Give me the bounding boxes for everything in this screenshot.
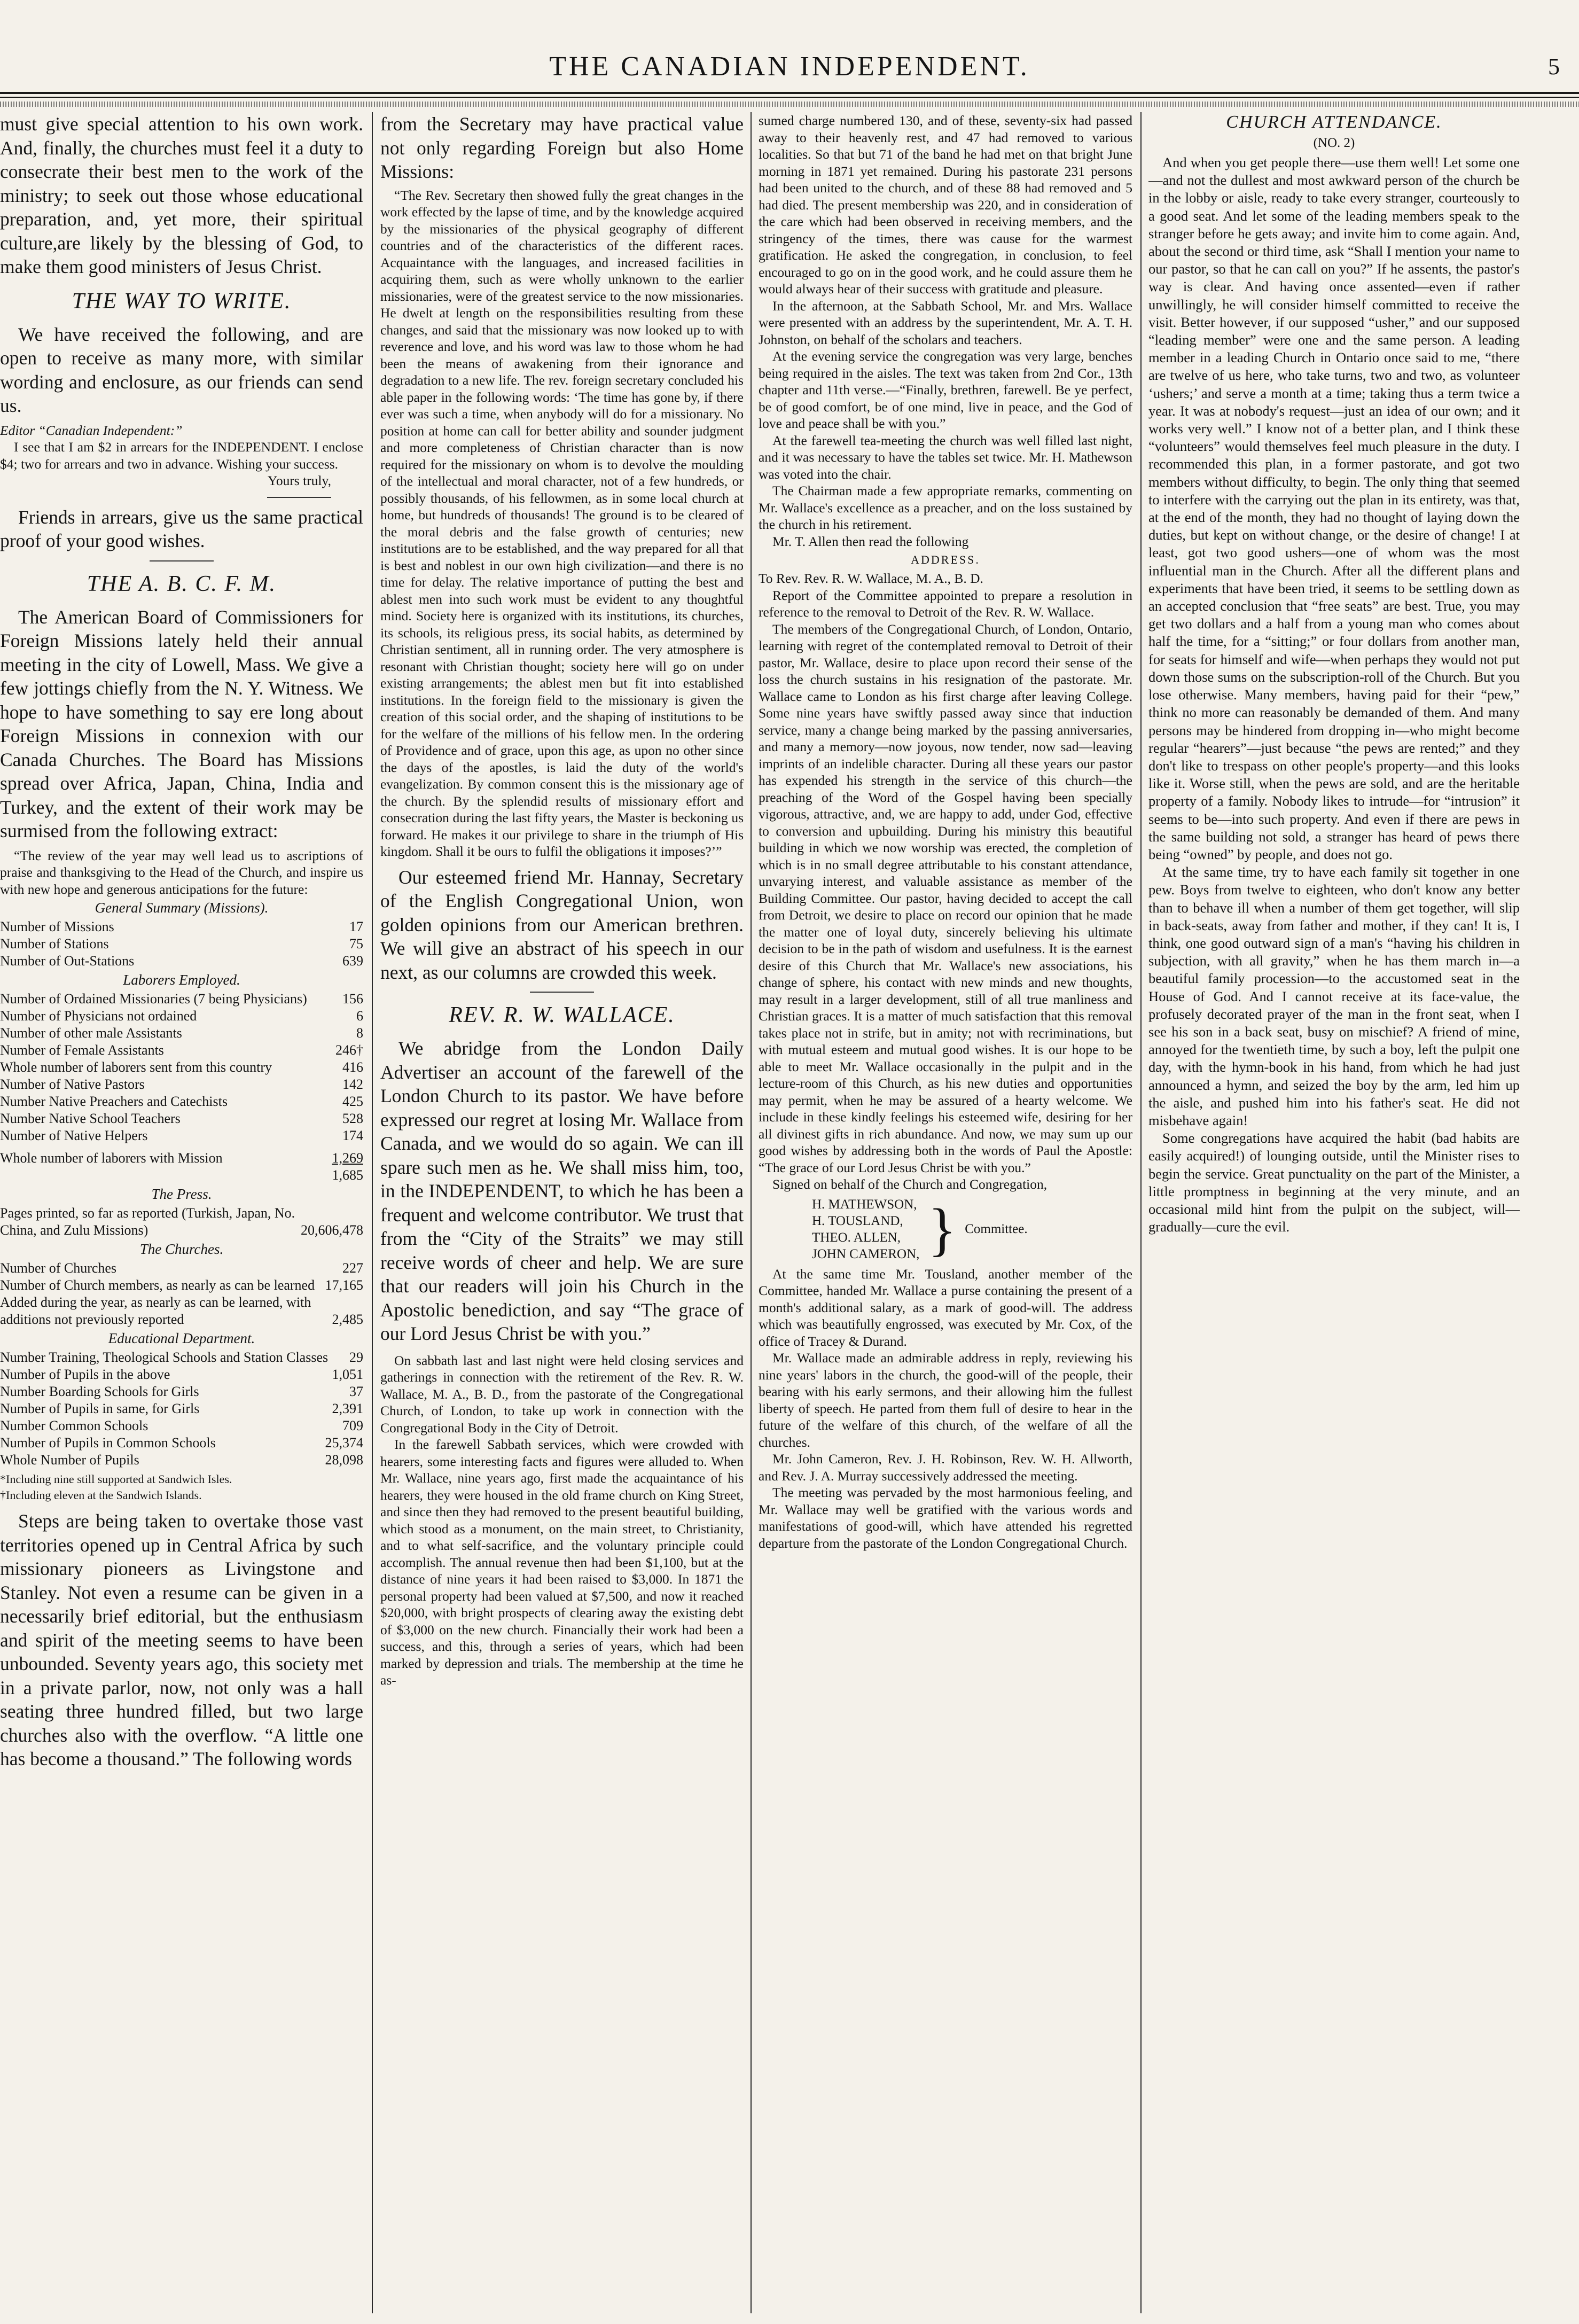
signer-name: THEO. ALLEN, bbox=[812, 1230, 901, 1245]
row-value: 709 bbox=[342, 1418, 363, 1433]
page-number: 5 bbox=[1548, 53, 1560, 80]
stats-table bbox=[0, 918, 363, 970]
article-text: Mr. Wallace made an admirable address in reply, reviewing his nine years' labors in the church, the good-will of the people, their bearing with his early sermons, and their allowing him the fullest liberty of speech. He parted from them full of desire to hear in the future of the welfare of this church, of the welfare of all the churches. bbox=[759, 1350, 1132, 1450]
article-text: At the same time Mr. Tousland, another member of the Committee, handed Mr. Wallace a purse containing the present of a month's additional salary, as a mark of good-will. The address which was beautifully engrossed, was executed by Mr. Cox, of the office of Tracey & Durand. bbox=[759, 1266, 1132, 1349]
stats-table bbox=[0, 991, 363, 1184]
newspaper-title: THE CANADIAN INDEPENDENT. bbox=[549, 51, 1030, 82]
article-text: Signed on behalf of the Church and Congregation, bbox=[772, 1176, 1048, 1192]
row-label: Number of Pupils in the above bbox=[0, 1367, 170, 1382]
article-text: On sabbath last and last night were held closing services and gatherings in connection with the retirement of the Rev. R. W. Wallace, M. A., B. D., from the pastorate of the Congregational Church, of London, to take up work in connection with the Congregational Body in the City of Detroit. bbox=[380, 1352, 744, 1436]
table-row bbox=[0, 953, 363, 970]
article-text: Mr. John Cameron, Rev. J. H. Robinson, Rev. W. H. Allworth, and Rev. J. A. Murray successively addressed the meeting. bbox=[759, 1451, 1132, 1484]
address-heading: ADDRESS. bbox=[911, 553, 980, 566]
table-row bbox=[0, 1260, 363, 1277]
row-value: 156 bbox=[342, 991, 363, 1007]
brace-glyph: } bbox=[928, 1196, 957, 1262]
row-label: Number of Out-Stations bbox=[0, 953, 135, 969]
row-label: Number of Churches bbox=[0, 1260, 117, 1276]
article-text: Steps are being taken to overtake those vast territories opened up in Central Africa by such missionary pioneers as Livingstone and Stanley. Not even a resume can be given in a necessarily brief editorial, but the enthusiasm and spirit of the meeting seems to have been unbounded. Seventy years ago, this society met in a private parlor, now, not only was a hall seating three hundred filled, but two large churches also with the overflow. “A little one has become a thousand.” The following words bbox=[0, 1510, 363, 1769]
masthead-rule-hatched bbox=[0, 102, 1579, 107]
quote-text: “The review of the year may well lead us to ascriptions of praise and thanksgiving to the Head of the Church, and inspire us with new hope and generous anticipations for the future: bbox=[0, 847, 363, 897]
article-text: The meeting was pervaded by the most harmonious feeling, and Mr. Wallace may well be gratified with the various words and manifestations of good-will, which have attended his regretted departure from the pastorate of the London Congregational Church. bbox=[759, 1485, 1132, 1551]
table-row bbox=[0, 1127, 363, 1144]
article-text: Friends in arrears, give us the same practical proof of your good wishes. bbox=[0, 506, 363, 551]
row-label: Number of Missions bbox=[0, 919, 114, 934]
row-value: 37 bbox=[349, 1384, 363, 1399]
row-value: 75 bbox=[349, 936, 363, 952]
footnote: *Including nine still supported at Sandwich Isles. bbox=[0, 1472, 232, 1486]
row-label: Number of Native Helpers bbox=[0, 1128, 148, 1143]
table-row bbox=[0, 1294, 363, 1328]
article-text: Mr. T. Allen then read the following bbox=[772, 533, 969, 549]
article-text: At the same time, try to have each family sit together in one pew. Boys from twelve to eighteen, who don't know any better than to behave ill when a number of them get together, will slip in back-seats, away from father and mother, if they can! It is, I think, one good outward sign of a man's “having his children in subjection, with all gravity,” when he has them march in—a beautiful family procession—to the accustomed seat in the House of God. And I cannot receive at its face-value, the profusely decorated prayer of the man in the front seat, when I see his son in a back seat, busy on mischief? A friend of mine, annoyed for the twentieth time, by such a boy, left the pulpit one day, with the hymn-book in his hand, from which he had just announced a hymn, and seized the boy by the arm, led him up the aisle, and pushed him into his father's seat. He did not misbehave again! bbox=[1148, 864, 1520, 1128]
article-text: We abridge from the London Daily Advertiser an account of the farewell of the London Church to its pastor. We have before expressed our regret at losing Mr. Wallace from Canada, and we would do so again. We can ill spare such men as he. We shall miss him, too, in the INDEPENDENT, to which he has been a frequent and welcome contributor. We trust that from the “City of the Straits” we may still receive words of cheer and help. We are sure that our readers will join his Church in the Apostolic benediction, and say “The grace of our Lord Jesus Christ be with you.” bbox=[380, 1038, 744, 1344]
table-row bbox=[0, 1277, 363, 1294]
table-row bbox=[0, 1008, 363, 1025]
article-text: At the evening service the congregation was very large, benches being required in the aisles. The text was taken from 2nd Cor., 13th chapter and 11th verse.—“Finally, brethren, farewell. Be ye perfect, be of good comfort, be of one mind, live in peace, and the God of love and peace shall be with you.” bbox=[759, 348, 1132, 431]
table-row bbox=[0, 1417, 363, 1434]
article-text: Our esteemed friend Mr. Hannay, Secretary of the English Congregational Union, won golden opinions from our American brethren. We will give an abstract of his speech in our next, as our columns are crowded this week. bbox=[380, 866, 744, 983]
row-value: 28,098 bbox=[325, 1452, 363, 1468]
row-value: 142 bbox=[342, 1077, 363, 1092]
section-heading: THE WAY TO WRITE. bbox=[72, 288, 292, 314]
letter-salutation: Editor “Canadian Independent:” bbox=[0, 422, 183, 438]
section-heading: REV. R. W. WALLACE. bbox=[449, 1003, 675, 1027]
article-text: The American Board of Commissioners for Foreign Missions lately held their annual meeting in the city of Lowell, Mass. We give a few jottings chiefly from the N. Y. Witness. We hope to have something to say ere long about Foreign Missions in connexion with our Canada Churches. The Board has Missions spread over Africa, Japan, China, India and Turkey, and the extent of their work may be surmised from the following extract: bbox=[0, 606, 363, 841]
row-value: 1,051 bbox=[332, 1367, 363, 1382]
article-text: from the Secretary may have practical value not only regarding Foreign but also Home Missions: bbox=[380, 113, 744, 182]
article-text: must give special attention to his own work. And, finally, the churches must feel it a duty to consecrate their best men to the work of the ministry; to seek out those whose educational preparation, and, yet more, their spiritual culture,are likely by the blessing of God, to make them good ministers of Jesus Christ. bbox=[0, 113, 363, 277]
row-label: Number Native School Teachers bbox=[0, 1111, 181, 1126]
table-row bbox=[0, 1059, 363, 1076]
row-value: 8 bbox=[356, 1025, 363, 1041]
table-row bbox=[0, 1434, 363, 1452]
row-label: Number of Pupils in same, for Girls bbox=[0, 1401, 200, 1416]
stats-table bbox=[0, 1349, 363, 1469]
section-heading: THE A. B. C. F. M. bbox=[87, 571, 277, 596]
article-text: At the farewell tea-meeting the church was well filled last night, and it was necessary to have the tables set twice. Mr. H. Mathewson was voted into the chair. bbox=[759, 432, 1132, 482]
table-caption: General Summary (Missions). bbox=[95, 900, 269, 916]
table-caption: The Press. bbox=[151, 1186, 212, 1202]
stats-table bbox=[0, 1260, 363, 1328]
divider bbox=[267, 497, 331, 498]
signer-name: H. MATHEWSON, bbox=[812, 1197, 917, 1212]
article-text: sumed charge numbered 130, and of these, seventy-six had passed away to their heavenly rest, and 47 had removed to various localities. So that but 71 of the band he had met on that bright June morning in 1871 yet remained. During his pastorate 231 persons had been united to the church, and of these 88 had removed and 5 had died. The present membership was 220, and in consideration of the care which had been observed in receiving members, and the stringency of the times, there was cause for the warmest gratification. He asked the congregation, in conclusion, to feel encouraged to go on in the good work, and he could assure them he would always hear of their success with gratitude and pleasure. bbox=[759, 113, 1132, 297]
column-divider bbox=[751, 112, 752, 2313]
row-label: Number Native Preachers and Catechists bbox=[0, 1094, 228, 1109]
row-value: 1,269 bbox=[332, 1150, 363, 1166]
article-text: In the farewell Sabbath services, which were crowded with hearers, some interesting facts and figures were alluded to. When Mr. Wallace, nine years ago, first made the acquaintance of his hearers, they were housed in the old frame church on King Street, and since then they had removed to the present beautiful building, which stood as a monument, on the main street, to Christianity, and to what self-sacrifice, and the voluntary principle could accomplish. The annual revenue then had been $1,100, but at the distance of nine years it had been raised to $3,000. In 1871 the personal property had been valued at $7,500, and now it reached $20,000, with bright prospects of clearing away the existing debt of $3,000 on the new church. Financially their work had been a success, and this, through a series of years, which had been marked by depression and trials. The membership at the time he as- bbox=[380, 1437, 744, 1688]
divider bbox=[530, 992, 594, 993]
column-4 bbox=[1148, 112, 1520, 2319]
table-caption: Laborers Employed. bbox=[123, 972, 240, 988]
table-row bbox=[0, 1150, 363, 1167]
committee-label: Committee. bbox=[965, 1222, 1028, 1236]
row-value: 416 bbox=[342, 1059, 363, 1075]
article-text: Some congregations have acquired the habit (bad habits are easily acquired!) of lounging outside, until the Minister rises to begin the service. Great punctuality on the part of the Minister, a little promptness in beginning at the very minute, and an occasional mild hint from the pulpit on the subject, will—gradually—cure the evil. bbox=[1148, 1130, 1520, 1235]
signer-name: JOHN CAMERON, bbox=[812, 1246, 920, 1261]
row-label: Number of Native Pastors bbox=[0, 1077, 145, 1092]
row-value: 17 bbox=[349, 919, 363, 934]
table-row bbox=[0, 935, 363, 953]
row-total: 1,685 bbox=[332, 1167, 363, 1183]
row-label: Number of Female Assistants bbox=[0, 1042, 164, 1058]
stats-table bbox=[0, 1205, 363, 1239]
row-label: Number of Church members, as nearly as can be learned bbox=[0, 1277, 315, 1293]
section-subheading: (NO. 2) bbox=[1313, 136, 1355, 150]
row-label: Number of Physicians not ordained bbox=[0, 1008, 197, 1024]
row-label: Number Common Schools bbox=[0, 1418, 148, 1433]
article-text: Report of the Committee appointed to prepare a resolution in reference to the removal to Detroit of the Rev. R. W. Wallace. bbox=[759, 587, 1132, 620]
row-label: Number of Stations bbox=[0, 936, 109, 952]
quote-text: “The Rev. Secretary then showed fully the great changes in the work effected by the lapse of time, and by the knowledge acquired by the missionaries of the physical geography of different countries and of the characteristics of the different races. Acquaintance with the languages, and increased facilities in acquiring them, such as were wholly unknown to the earlier missionaries, were of the greatest service to the now missionaries. He dwelt at length on the responsibilities resulting from these changes, and said that the missionary was now looked up to with reverence and love, and his word was law to those whom he had been the means of awakening from their ignorance and degradation to a new life. The rev. foreign secretary concluded his able paper in the following words: ‘The time has gone by, if there ever was such a time, when anybody will do for a missionary. No position at home can call for better ability and sounder judgment and more completeness of Christian character than is now required for the missionary on whom is to devolve the moulding of the intellectual and moral character, not of a few hundreds, or possibly thousands, of his fellowmen, as in some local church at home, but hundreds of thousands! The ground is to be cleared of the moral debris and the false growth of centuries; new institutions are to be established, and the way prepared for all that is best and noblest in our own high civilization—and there is no time for delay. The relative importance of putting the best and ablest men into such work must be evident to any thoughtful mind. Society here is organized with its institutions, its churches, its schools, its religious press, its social habits, as determined by Christian sentiment, all in running order. The very atmosphere is resonant with Christian thought; society here will go on under existing arrangements; the ablest men but fit into established institutions. In the foreign field to the missionary is given the creation of this social order, and the shaping of institutions to be for the welfare of the millions of his fellow men. In the ordering of Providence and of grace, upon this age, as upon no other since the days of the apostles, is laid the duty of the world's evangelization. By common consent this is the missionary age of the church. By the splendid results of missionary effort and consecration during the last fifty years, the Master is beckoning us forward. He makes it our privilege to share in the triumph of His kingdom. Shall it be ours to fulfil the obligations it imposes?’” bbox=[380, 187, 744, 859]
row-label: Whole number of laborers with Mission bbox=[0, 1150, 223, 1166]
column-1 bbox=[0, 112, 363, 2319]
table-row bbox=[0, 1093, 363, 1110]
row-label: Number Boarding Schools for Girls bbox=[0, 1384, 199, 1399]
row-value: 246† bbox=[335, 1042, 363, 1058]
article-text: The Chairman made a few appropriate remarks, commenting on Mr. Wallace's excellence as a preacher, and on the loss sustained by the church in his retirement. bbox=[759, 483, 1132, 532]
column-divider bbox=[1140, 112, 1142, 2313]
column-2 bbox=[380, 112, 744, 2319]
article-text: In the afternoon, at the Sabbath School, Mr. and Mrs. Wallace were presented with an address by the superintendent, Mr. A. T. H. Johnston, on behalf of the scholars and teachers. bbox=[759, 298, 1132, 347]
table-caption: Educational Department. bbox=[108, 1330, 255, 1346]
row-value: 639 bbox=[342, 953, 363, 969]
row-value: 174 bbox=[342, 1128, 363, 1143]
table-row bbox=[0, 1025, 363, 1042]
row-value: 2,391 bbox=[332, 1401, 363, 1416]
table-row bbox=[0, 1042, 363, 1059]
section-heading: CHURCH ATTENDANCE. bbox=[1226, 112, 1442, 132]
article-text: The members of the Congregational Church, of London, Ontario, learning with regret of the contemplated removal to Detroit of their pastor, Mr. Wallace, desire to place upon record their sense of the loss the church sustains in his resignation of the pastorate. Mr. Wallace came to London as his first charge after leaving College. Some nine years have swiftly passed away since that induction service, many a change being marked by the passing anniversaries, and many a memory—now joyous, now tender, now sad—leaving imprints of an indelible character. During all these years our pastor has expended his strength in the service of this church—the preaching of the Word of the Gospel having been specially vigorous, attractive, and, we are happy to add, under God, effective to conversion and upbuilding. During his ministry this beautiful building in which we now worship was erected, the completion of which is in no small degree attributable to his constant attendance, unvarying interest, and valuable assistance as member of the Building Committee. Our pastor, having decided to accept the call from Detroit, we desire to place on record our opinion that he made the matter one of loyal duty, sincerely believing his ultimate decision to be in the path of wisdom and usefulness. It is the earnest desire of this Church that Mr. Wallace's new associations, his change of sphere, his contact with new minds and new thoughts, may result in a larger development, still of all true manliness and Christian graces. It is a matter of much satisfaction that this removal takes place not in strife, but in amity; not with recriminations, but with mutual esteem and mutual good wishes. It is our hope to be able to meet Mr. Wallace occasionally in the pulpit and in the lecture-room of this Church, as his new duties and opportunities may permit, when he may be assured of a hearty welcome. We include in these kindly feelings his esteemed wife, desiring for her all divinest gifts in rich abundance. And now, we may sum up our good wishes by addressing both in the words of Paul the Apostle: “The grace of our Lord Jesus Christ be with you.” bbox=[759, 621, 1132, 1175]
row-value: 29 bbox=[349, 1350, 363, 1365]
divider bbox=[150, 560, 214, 561]
table-row bbox=[0, 1400, 363, 1417]
column-3 bbox=[759, 112, 1132, 2319]
column-divider bbox=[372, 112, 373, 2313]
row-value: 17,165 bbox=[325, 1277, 363, 1293]
table-row bbox=[0, 918, 363, 935]
table-row bbox=[0, 1076, 363, 1093]
row-label: Whole number of laborers sent from this country bbox=[0, 1059, 272, 1075]
table-caption: The Churches. bbox=[139, 1241, 224, 1257]
table-row bbox=[0, 1366, 363, 1383]
row-label: Pages printed, so far as reported (Turkish, Japan, No. China, and Zulu Missions) bbox=[0, 1205, 295, 1238]
row-value: 25,374 bbox=[325, 1435, 363, 1450]
row-value: 528 bbox=[342, 1111, 363, 1126]
row-label: Number Training, Theological Schools and Station Classes bbox=[0, 1350, 329, 1365]
row-label: Whole Number of Pupils bbox=[0, 1452, 139, 1468]
table-row bbox=[0, 1383, 363, 1400]
article-text: And when you get people there—use them well! Let some one—and not the dullest and most awkward person of the church be in the lobby or aisle, ready to take every stranger, courteously to a good seat. And let some of the leading members speak to the stranger before he gets away; and invite him to come again. And, about the second or third time, ask “Shall I mention your name to our pastor, so that he can call on you?” If he assents, the pastor's way is clear. And having once assented—even if rather unwillingly, he will consider himself committed to receive the visit. Better however, if our supposed “usher,” and our supposed “leading member” were one and the same person. A leading member in a leading Church in Ontario once said to me, “there are twelve of us here, who take turns, two and two, as volunteer ‘ushers;’ and serve a month at a time; taking thus a term twice a year. It was at nobody's request—just an idea of our own; and it works very well.” I know not of a better plan, and I think these “volunteers” would themselves feel much pleasure in the duty. I recommended this plan, in a former pastorate, and got two members without difficulty, to begin. The only thing that seemed to interfere with the carrying out the plan in its entirety, was that, at the end of the month, they had no thought of laying down the duties, but kept on without change, or the desire of change! I at least, got two good ushers—one of whom was the most influential man in the Church. After all the different plans and experiments that have been tried, it seems to be settling down as an accepted conclusion that “free seats” are best. True, you may get two dollars and a half from a young man who comes about half the time, for a “sitting;” or four dollars from another man, for seats for himself and wife—when perhaps they would not put down those sums on the subscription-roll of the Church. But you lose otherwise. Many members, having paid for their “pew,” think no more can reasonably be demanded of them. And many persons may be hindered from dropping in—who might become regular “hearers”—just because “the pews are rented;” and they don't like to trespass on other people's property—and this looks like it. Worse still, when the pews are sold, and are the heritable property of a family. Nobody likes to intrude—for “intrusion” it seems to be—into such property. And even if there are pews in the same building not sold, a stranger has heard of pews there being “owned” by people, and does not go. bbox=[1148, 154, 1520, 862]
row-value: 425 bbox=[342, 1094, 363, 1109]
table-row bbox=[0, 1205, 363, 1239]
masthead bbox=[0, 51, 1579, 83]
signer-name: H. TOUSLAND, bbox=[812, 1213, 903, 1228]
row-value: 6 bbox=[356, 1008, 363, 1024]
table-row bbox=[0, 1452, 363, 1469]
row-label: Number of Pupils in Common Schools bbox=[0, 1435, 216, 1450]
signer-list bbox=[812, 1196, 919, 1262]
table-row bbox=[0, 991, 363, 1008]
signature-block bbox=[812, 1196, 1132, 1262]
masthead-rule-thin bbox=[0, 97, 1579, 98]
article-text: We have received the following, and are open to receive as many more, with similar wording and enclosure, as our friends can send us. bbox=[0, 323, 363, 416]
row-label: Number of Ordained Missionaries (7 being Physicians) bbox=[0, 991, 307, 1007]
row-value: 2,485 bbox=[332, 1312, 363, 1327]
table-row bbox=[0, 1349, 363, 1366]
letter-signoff: Yours truly, bbox=[267, 473, 331, 488]
row-label: Number of other male Assistants bbox=[0, 1025, 182, 1041]
letter-body: I see that I am $2 in arrears for the INDEPENDENT. I enclose $4; two for arrears and two in advance. Wishing your success. bbox=[0, 439, 363, 472]
address-salutation: To Rev. Rev. R. W. Wallace, M. A., B. D. bbox=[759, 571, 983, 586]
masthead-rule bbox=[0, 92, 1579, 94]
row-value: 227 bbox=[342, 1260, 363, 1276]
row-value: 20,606,478 bbox=[301, 1222, 363, 1238]
footnote: †Including eleven at the Sandwich Islands. bbox=[0, 1488, 202, 1502]
table-row bbox=[0, 1110, 363, 1127]
table-row bbox=[0, 1167, 363, 1184]
row-label: Added during the year, as nearly as can be learned, with additions not previously reported bbox=[0, 1294, 311, 1327]
